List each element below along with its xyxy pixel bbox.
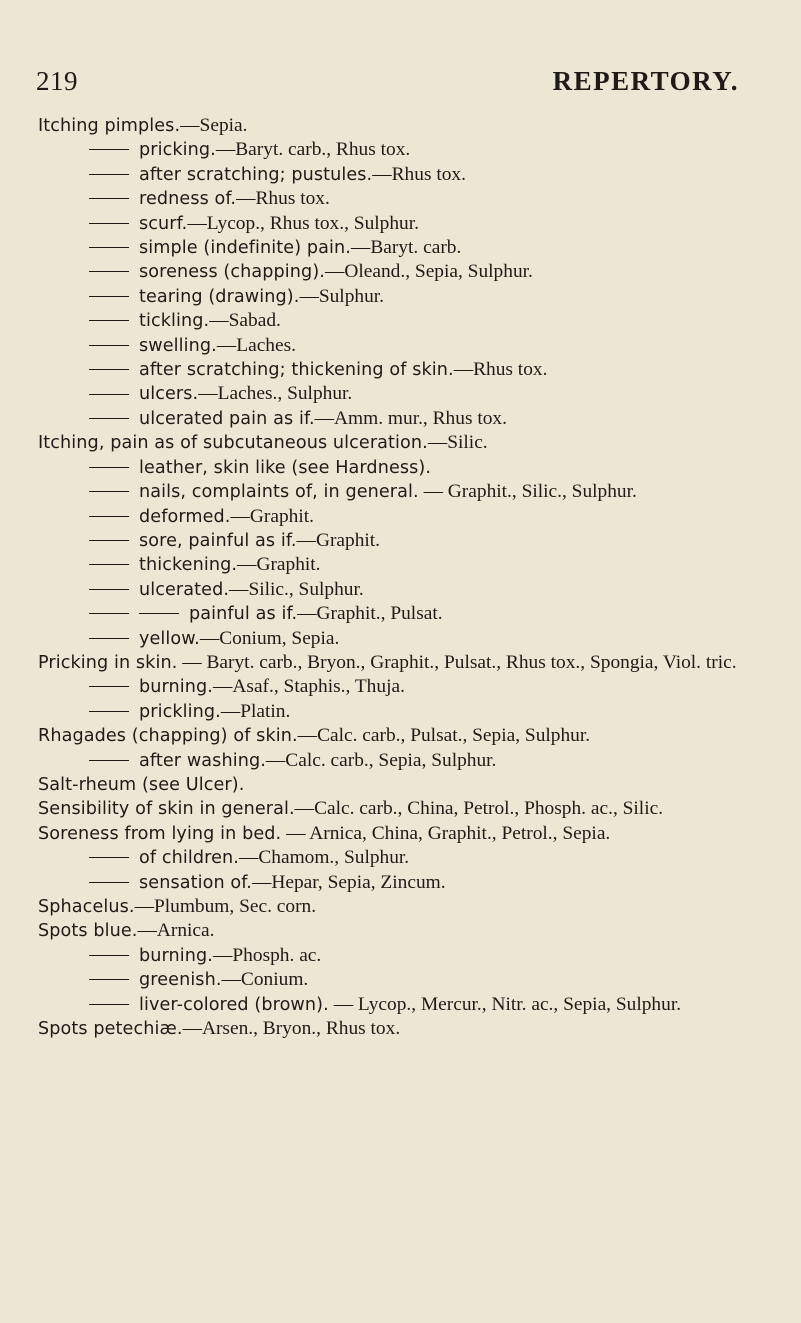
rubric-entry bbox=[38, 138, 771, 162]
rubric-term: soreness (chapping). bbox=[139, 262, 325, 283]
ditto-dash bbox=[89, 857, 129, 858]
rubric-term: swelling. bbox=[139, 335, 217, 356]
ditto-dash bbox=[89, 564, 129, 565]
rubric-remedies: —Laches. bbox=[216, 334, 297, 356]
rubric-remedies: —Silic., Sulphur. bbox=[229, 578, 364, 600]
rubric-term: ulcerated pain as if. bbox=[139, 408, 315, 429]
ditto-dash bbox=[89, 369, 129, 370]
page-header bbox=[36, 66, 739, 97]
rubric-entry bbox=[38, 553, 771, 577]
ditto-dash bbox=[89, 711, 129, 712]
ditto-dash bbox=[89, 760, 129, 761]
rubric-remedies: —Arsen., Bryon., Rhus tox. bbox=[182, 1018, 401, 1040]
ditto-dash bbox=[89, 345, 129, 346]
rubric-entry bbox=[38, 919, 771, 943]
rubric-entry bbox=[38, 480, 771, 504]
rubric-entry bbox=[38, 334, 771, 358]
rubric-term: Itching, pain as of subcutaneous ulceration. bbox=[38, 433, 428, 454]
ditto-dash bbox=[89, 638, 129, 639]
rubric-entry bbox=[38, 871, 771, 895]
rubric-entry bbox=[38, 114, 771, 138]
ditto-dash bbox=[89, 394, 129, 395]
rubric-term: ulcers. bbox=[139, 384, 199, 405]
rubric-entry bbox=[38, 187, 771, 211]
rubric-entry bbox=[38, 1017, 771, 1041]
rubric-entry bbox=[38, 675, 771, 699]
rubric-term: redness of. bbox=[139, 189, 237, 210]
rubric-remedies: —Graphit. bbox=[230, 505, 314, 527]
ditto-dash bbox=[89, 271, 129, 272]
rubric-term: after scratching; thickening of skin. bbox=[139, 360, 454, 381]
rubric-remedies: —Rhus tox. bbox=[372, 163, 466, 185]
page-number: 219 bbox=[36, 66, 78, 96]
rubric-remedies: — Arnica, China, Graphit., Petrol., Sepia. bbox=[281, 822, 611, 844]
rubric-term: burning. bbox=[139, 677, 213, 698]
rubric-entry bbox=[38, 700, 771, 724]
rubric-entry bbox=[38, 529, 771, 553]
rubric-remedies: —Amm. mur., Rhus tox. bbox=[314, 407, 507, 429]
ditto-dash bbox=[89, 296, 129, 297]
rubric-remedies: —Rhus tox. bbox=[453, 359, 548, 381]
rubric-term: Sphacelus. bbox=[38, 897, 135, 917]
rubric-remedies: —Platin. bbox=[220, 700, 291, 722]
ditto-dash bbox=[89, 491, 129, 492]
rubric-remedies: —Calc. carb., Sepia, Sulphur. bbox=[265, 749, 497, 771]
rubric-remedies: —Conium. bbox=[221, 969, 309, 991]
rubric-term: ulcerated. bbox=[139, 579, 230, 600]
rubric-remedies: —Silic. bbox=[427, 432, 488, 454]
rubric-term: after washing. bbox=[139, 750, 266, 771]
rubric-entry bbox=[38, 822, 771, 846]
rubric-entry bbox=[38, 382, 771, 406]
rubric-remedies: —Hepar, Sepia, Zincum. bbox=[251, 871, 446, 893]
rubric-entry bbox=[38, 749, 771, 773]
rubric-remedies: — Baryt. carb., Bryon., Graphit., Pulsat., Rhus tox., Spongia, Viol. tric. bbox=[177, 651, 737, 673]
ditto-dash bbox=[89, 174, 129, 175]
rubric-remedies: —Graphit. bbox=[237, 554, 321, 576]
ditto-dash bbox=[89, 516, 129, 517]
rubric-entry bbox=[38, 236, 771, 260]
rubric-remedies: —Baryt. carb. bbox=[350, 237, 462, 259]
rubric-entry bbox=[38, 944, 771, 968]
rubric-term: thickening. bbox=[139, 555, 238, 576]
rubric-term: scurf. bbox=[139, 213, 188, 234]
rubric-entry bbox=[38, 773, 771, 797]
ditto-dash bbox=[89, 979, 129, 980]
rubric-term: burning. bbox=[139, 945, 213, 966]
rubric-remedies: —Baryt. carb., Rhus tox. bbox=[215, 139, 411, 161]
ditto-dash bbox=[89, 149, 129, 150]
rubric-term: Sensibility of skin in general. bbox=[38, 799, 295, 820]
rubric-term: greenish. bbox=[139, 970, 222, 991]
rubric-entry bbox=[38, 285, 771, 309]
ditto-dash bbox=[89, 589, 129, 590]
rubric-remedies: —Sulphur. bbox=[299, 285, 385, 307]
rubric-entry bbox=[38, 163, 771, 187]
rubric-entry bbox=[38, 260, 771, 284]
rubric-term: Rhagades (chapping) of skin. bbox=[38, 726, 298, 747]
rubric-remedies: — Lycop., Mercur., Nitr. ac., Sepia, Sulphur. bbox=[328, 993, 682, 1015]
rubric-term: nails, complaints of, in general. bbox=[139, 482, 419, 503]
ditto-dash bbox=[89, 540, 129, 541]
rubric-remedies: —Plumbum, Sec. corn. bbox=[134, 896, 317, 917]
rubric-term: sore, painful as if. bbox=[139, 530, 297, 551]
ditto-dash bbox=[89, 247, 129, 248]
ditto-dash bbox=[89, 320, 129, 321]
rubric-remedies: —Arnica. bbox=[137, 920, 215, 942]
repertory-entries bbox=[38, 114, 771, 1041]
running-title: REPERTORY. bbox=[552, 66, 739, 96]
rubric-term: of children. bbox=[139, 848, 239, 869]
rubric-term: Soreness from lying in bed. bbox=[38, 823, 282, 844]
rubric-remedies: —Sepia. bbox=[180, 115, 248, 136]
ditto-dash bbox=[89, 467, 129, 468]
rubric-remedies: — Graphit., Silic., Sulphur. bbox=[418, 481, 637, 503]
rubric-term: Spots blue. bbox=[38, 921, 138, 942]
ditto-dash bbox=[89, 882, 129, 883]
ditto-dash bbox=[89, 223, 129, 224]
rubric-entry bbox=[38, 212, 771, 236]
rubric-remedies: —Chamom., Sulphur. bbox=[238, 847, 410, 869]
rubric-remedies: —Conium, Sepia. bbox=[199, 627, 340, 649]
rubric-remedies: —Phosph. ac. bbox=[213, 944, 322, 966]
rubric-remedies: —Graphit. bbox=[296, 529, 381, 551]
rubric-term: tearing (drawing). bbox=[139, 286, 300, 307]
rubric-entry bbox=[38, 505, 771, 529]
rubric-term: leather, skin like (see Hardness). bbox=[139, 457, 432, 478]
rubric-remedies: —Asaf., Staphis., Thuja. bbox=[213, 676, 405, 698]
rubric-entry bbox=[38, 456, 771, 480]
rubric-entry bbox=[38, 358, 771, 382]
rubric-remedies: —Rhus tox. bbox=[236, 188, 330, 210]
rubric-term: pricking. bbox=[139, 140, 216, 161]
rubric-term: sensation of. bbox=[139, 872, 252, 893]
rubric-remedies: —Laches., Sulphur. bbox=[198, 383, 353, 405]
rubric-remedies: —Calc. carb., Pulsat., Sepia, Sulphur. bbox=[297, 725, 591, 747]
rubric-remedies: —Graphit., Pulsat. bbox=[297, 603, 443, 625]
rubric-entry bbox=[38, 993, 771, 1017]
rubric-term: prickling. bbox=[139, 701, 221, 722]
ditto-dash bbox=[139, 613, 179, 614]
rubric-term: painful as if. bbox=[189, 604, 298, 625]
rubric-term: after scratching; pustules. bbox=[139, 164, 373, 185]
rubric-entry bbox=[38, 602, 771, 626]
rubric-remedies: —Lycop., Rhus tox., Sulphur. bbox=[187, 212, 419, 234]
rubric-term: tickling. bbox=[139, 311, 210, 332]
rubric-term: Itching pimples. bbox=[38, 116, 181, 136]
rubric-entry bbox=[38, 797, 771, 821]
rubric-remedies: —Sabad. bbox=[209, 310, 281, 332]
rubric-term: Salt-rheum (see Ulcer). bbox=[38, 774, 245, 795]
rubric-entry bbox=[38, 651, 771, 675]
rubric-entry bbox=[38, 407, 771, 431]
rubric-entry bbox=[38, 724, 771, 748]
rubric-term: deformed. bbox=[139, 506, 231, 527]
rubric-entry bbox=[38, 968, 771, 992]
rubric-entry bbox=[38, 846, 771, 870]
rubric-term: yellow. bbox=[139, 628, 200, 649]
rubric-entry bbox=[38, 578, 771, 602]
rubric-entry bbox=[38, 627, 771, 651]
rubric-term: simple (indefinite) pain. bbox=[139, 238, 351, 259]
ditto-dash bbox=[89, 686, 129, 687]
rubric-term: liver-colored (brown). bbox=[139, 994, 329, 1015]
rubric-remedies: —Oleand., Sepia, Sulphur. bbox=[324, 261, 533, 283]
rubric-remedies: —Calc. carb., China, Petrol., Phosph. ac., Silic. bbox=[294, 798, 664, 820]
ditto-dash bbox=[89, 1004, 129, 1005]
rubric-term: Spots petechiæ. bbox=[38, 1019, 183, 1040]
rubric-entry bbox=[38, 895, 771, 919]
rubric-term: Pricking in skin. bbox=[38, 652, 178, 673]
ditto-dash bbox=[89, 613, 129, 614]
rubric-entry bbox=[38, 309, 771, 333]
ditto-dash bbox=[89, 955, 129, 956]
ditto-dash bbox=[89, 418, 129, 419]
rubric-entry bbox=[38, 431, 771, 455]
ditto-dash bbox=[89, 198, 129, 199]
